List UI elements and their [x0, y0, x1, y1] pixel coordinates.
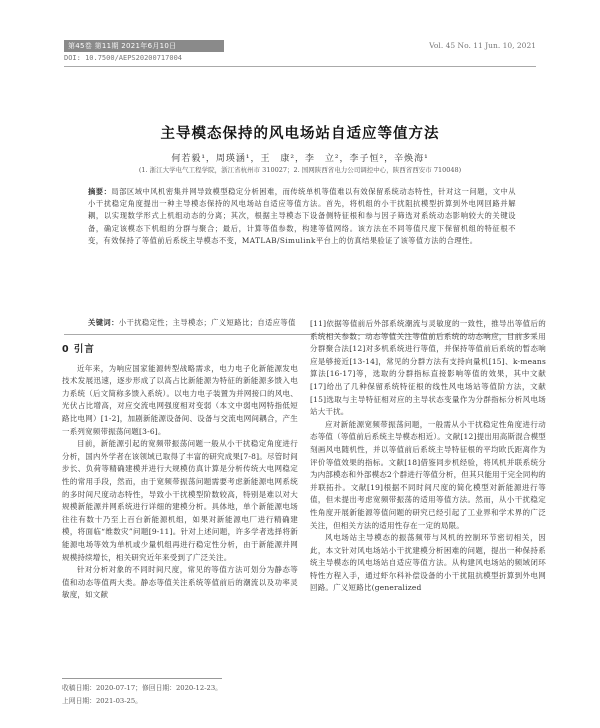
issue-banner: 第45卷 第11期 2021年6月10日	[64, 40, 224, 52]
abstract	[88, 186, 516, 247]
paragraph: 风电场站主导模态的振荡频带与风机的控制环节密切相关，因此，本文针对风电场站小干扰建模分析困难的问题，提出一种保持系统主导模态的风电场站自适应等值方法。从构建风电场站的频域闭环特性方程入手，通过虾尔科补偿设备的小干扰阻抗模型折算到外电网回路。广义短路比(generalized	[310, 533, 546, 593]
affiliation: (1. 浙江大学电气工程学院，浙江省杭州市 310027；2. 国网陕西省电力公司调控中心，陕西省西安市 710048)	[138, 166, 462, 174]
paragraph: 应对新能源宽频带振荡问题，一般需从小干扰稳定性角度进行动态等值（等值前后系统主导模态相近）。文献[12]提出用高斯混合模型刻画风电随机性，并以等值前后系统主导特征根的平均欧氏距离作为评价等值效果的指标。文献[18]借鉴同步机经验，将风机并联系统分为内部模态和外部模态2个群进行等值分析，但其只能用于完全同构的并联拓扑。文献[19]根据不同时间尺度的简化模型对新能源进行等值，但未提出考虑宽频带振荡的适用等值方法。然而，从小干扰稳定性角度开展新能源等值问题的研究已经引起了工业界和学术界的广泛关注，但相关方法的适用性存在一定的局限。	[310, 419, 546, 530]
abstract-text: 局部区域中风机密集并网导致模型稳定分析困难，而传统单机等值难以有效保留系统动态特性，针对这一问题，文中从小干扰稳定角度提出一种主导模态保持的风电场站自适应等值方法。首先，将机组的小干扰阻抗模型折算到外电网回路并解耦，以实现数学形式上机组动态的分离；其次，根据主导模态下设备侧特征根和参与因子筛选对系统动态影响较大的关键设备，确定该模态下机组的分群与聚合；最后，计算等值参数，构建等值网络。该方法在不同等值尺度下保留机组的特征根不变，有效保持了等值前后系统主导模态不变，MATLAB/Simulink平台上的仿真结果验证了该等值方法的合理性。	[88, 187, 517, 245]
footnotes	[62, 682, 298, 708]
paragraph: 目前，新能源引起的宽频带振荡问题一般从小干扰稳定角度进行分析，国内外学者在该领域已取得了丰富的研究成果[7-8]。尽管时间步长、负荷等精确建模并进行大规模仿真计算是分析传统大电网稳定性的常用手段，然而，由于宽频带振荡问题需要考虑新能源电网系统的多时间尺度动态特性，导致小干扰模型阶数较高，特别是难以对大规模新能源并网系统进行详细的建模分析。具体地，单个新能源电场往往有数十乃至上百台新能源机组，如果对新能源电厂进行精确建模，将面临“维数灾”问题[9-11]。针对上述问题，许多学者选择将新能源电场等效为单机或少量机组再进行稳定性分析，由于新能源并网规模持续增长，相关研究近年来受到了广泛关注。	[62, 439, 298, 562]
paragraph: 近年来，为响应国家能源转型战略需求，电力电子化新能源发电技术发展迅速，逐步形成了以高占比新能源为特征的新能源多馈入电力系统（后文简称多馈入系统）。以电力电子装置为并网接口的风电、光伏占比增高，对应交流电网强度相对变弱（本文中弱电网特指低短路比电网）[1-2]，加剧新能源设备间、设备与交流电网间耦合，产生一系列宽频带振荡问题[3-6]。	[62, 363, 298, 436]
keywords-text: 小干扰稳定性；主导模态；广义短路比；自适应等值	[118, 318, 296, 327]
online-date: 上网日期：2021-03-25。	[62, 697, 142, 705]
paragraph: 针对分析对象的不同时间尺度，常见的等值方法可划分为静态等值和动态等值两大类。静态等值关注系统等值前后的潮流以及功率灵敏度，如文献	[62, 565, 298, 600]
abstract-label: 摘要：	[88, 187, 112, 196]
journal-volume: Vol. 45 No. 11 Jun. 10, 2021	[429, 41, 536, 50]
received-date: 收稿日期：2020-07-17；修回日期：2020-12-23。	[62, 684, 222, 692]
keywords-label: 关键词：	[88, 318, 119, 327]
section-heading: 0 引言	[62, 344, 95, 355]
doi: DOI: 10.7500/AEPS20200717004	[64, 54, 183, 62]
author-list: 何若毅¹，周瑛涵¹，王 康²，李 立²，李子恒²，辛焕海¹	[171, 154, 429, 164]
running-header	[64, 40, 536, 52]
paper-title: 主导模态保持的风电场站自适应等值方法	[160, 126, 440, 142]
header-rule	[64, 66, 536, 67]
paragraph: [11]依据等值前后外部系统潮流与灵敏度的一致性，推导出等值后的系统相关参数；动态等值关注等值前后系统的动态响应，目前多采用分群聚合法[12]对多机系统进行等值，并保持等值前后系统的暂态响应是够接近[13-14]，常见的分群方法有支持向量机[15]、k-means算法[16-17]等，选取的分群指标直接影响等值的效果，其中文献[17]给出了几种保留系统特征根的线性风电场站等值阶方法，文献[15]选取与主导特征相对应的主导状态变量作为分群指标分析风电场站大干扰。	[310, 319, 546, 417]
footnote-rule	[62, 678, 222, 679]
left-column	[62, 344, 298, 602]
right-column	[310, 318, 546, 595]
